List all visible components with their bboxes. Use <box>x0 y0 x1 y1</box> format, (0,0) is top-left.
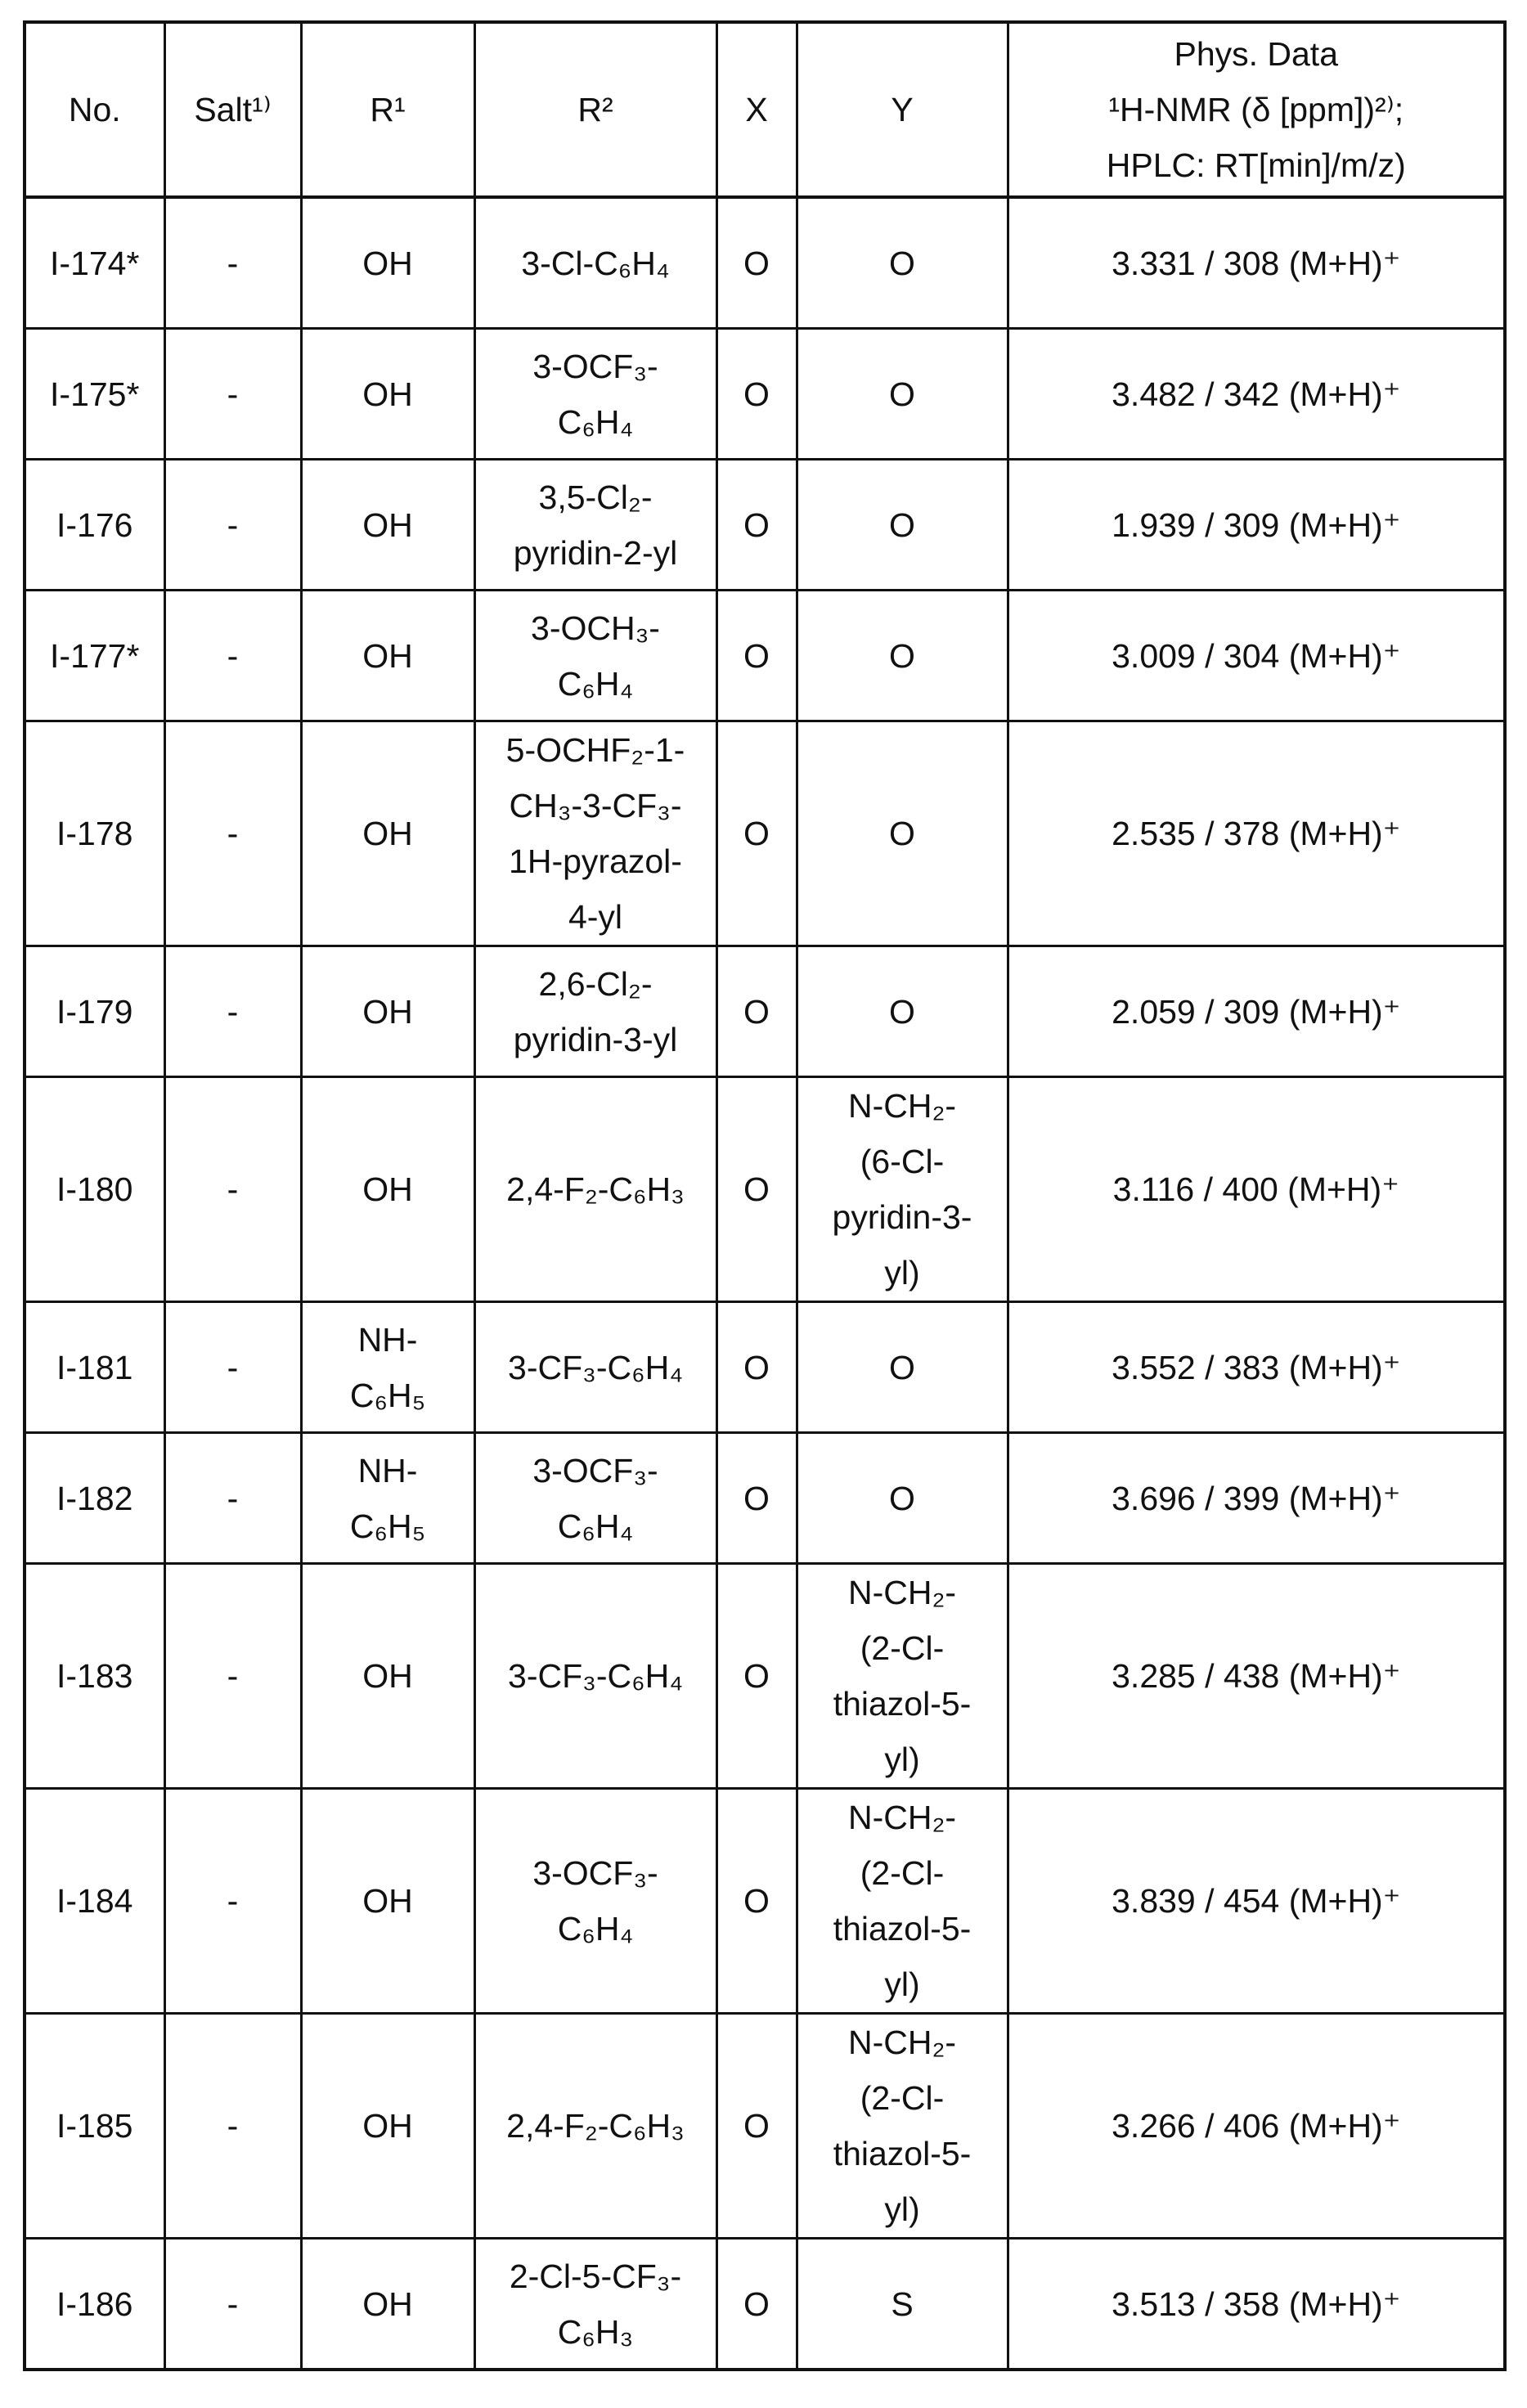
cell-y: O <box>797 591 1008 721</box>
table-row <box>25 2014 1505 2239</box>
cell-no: I-174* <box>25 197 164 329</box>
table-row <box>25 329 1505 460</box>
cell-phys-data: 3.266 / 406 (M+H)⁺ <box>1008 2014 1505 2239</box>
cell-phys-data: 2.059 / 309 (M+H)⁺ <box>1008 946 1505 1077</box>
cell-no: I-175* <box>25 329 164 460</box>
cell-salt: - <box>164 591 301 721</box>
cell-r1: OH <box>301 460 474 591</box>
cell-x: O <box>716 1564 797 1789</box>
cell-r2: 3-OCF₃- C₆H₄ <box>474 329 716 460</box>
header-y: Y <box>797 22 1008 197</box>
header-row <box>25 22 1505 197</box>
cell-no: I-178 <box>25 721 164 946</box>
cell-y: O <box>797 946 1008 1077</box>
cell-y: O <box>797 1433 1008 1564</box>
cell-y: O <box>797 197 1008 329</box>
cell-salt: - <box>164 1077 301 1302</box>
cell-salt: - <box>164 197 301 329</box>
cell-r1: OH <box>301 197 474 329</box>
table-row <box>25 1433 1505 1564</box>
cell-no: I-182 <box>25 1433 164 1564</box>
table-row <box>25 946 1505 1077</box>
cell-no: I-184 <box>25 1789 164 2014</box>
cell-r2: 3-CF₃-C₆H₄ <box>474 1302 716 1433</box>
table-row <box>25 1789 1505 2014</box>
cell-phys-data: 3.513 / 358 (M+H)⁺ <box>1008 2239 1505 2370</box>
table-row <box>25 1302 1505 1433</box>
cell-x: O <box>716 2014 797 2239</box>
cell-salt: - <box>164 1789 301 2014</box>
table-row <box>25 1077 1505 1302</box>
cell-phys-data: 3.839 / 454 (M+H)⁺ <box>1008 1789 1505 2014</box>
header-r2: R² <box>474 22 716 197</box>
header-x: X <box>716 22 797 197</box>
cell-r1: OH <box>301 946 474 1077</box>
header-phys-data: Phys. Data ¹H-NMR (δ [ppm])²⁾; HPLC: RT[min]/m/z) <box>1008 22 1505 197</box>
cell-y: N-CH₂- (2-Cl- thiazol-5- yl) <box>797 1564 1008 1789</box>
cell-r1: OH <box>301 2239 474 2370</box>
cell-phys-data: 1.939 / 309 (M+H)⁺ <box>1008 460 1505 591</box>
cell-x: O <box>716 1302 797 1433</box>
cell-salt: - <box>164 1302 301 1433</box>
cell-r1: OH <box>301 2014 474 2239</box>
cell-no: I-186 <box>25 2239 164 2370</box>
table-row <box>25 721 1505 946</box>
table-row <box>25 2239 1505 2370</box>
cell-r2: 3-OCF₃- C₆H₄ <box>474 1433 716 1564</box>
cell-salt: - <box>164 1433 301 1564</box>
cell-r1: OH <box>301 721 474 946</box>
cell-no: I-183 <box>25 1564 164 1789</box>
cell-r1: OH <box>301 329 474 460</box>
cell-salt: - <box>164 946 301 1077</box>
cell-r1: OH <box>301 1564 474 1789</box>
cell-y: N-CH₂- (2-Cl- thiazol-5- yl) <box>797 1789 1008 2014</box>
cell-salt: - <box>164 1564 301 1789</box>
cell-no: I-176 <box>25 460 164 591</box>
cell-r2: 2,4-F₂-C₆H₃ <box>474 1077 716 1302</box>
cell-salt: - <box>164 329 301 460</box>
table-row <box>25 1564 1505 1789</box>
cell-phys-data: 2.535 / 378 (M+H)⁺ <box>1008 721 1505 946</box>
cell-r2: 5-OCHF₂-1- CH₃-3-CF₃- 1H-pyrazol- 4-yl <box>474 721 716 946</box>
cell-r2: 2,6-Cl₂- pyridin-3-yl <box>474 946 716 1077</box>
cell-no: I-181 <box>25 1302 164 1433</box>
table-row <box>25 197 1505 329</box>
cell-no: I-179 <box>25 946 164 1077</box>
cell-salt: - <box>164 721 301 946</box>
header-no: No. <box>25 22 164 197</box>
cell-r2: 3-OCH₃- C₆H₄ <box>474 591 716 721</box>
cell-phys-data: 3.009 / 304 (M+H)⁺ <box>1008 591 1505 721</box>
cell-no: I-177* <box>25 591 164 721</box>
cell-phys-data: 3.482 / 342 (M+H)⁺ <box>1008 329 1505 460</box>
cell-r1: OH <box>301 1789 474 2014</box>
cell-y: O <box>797 1302 1008 1433</box>
cell-r1: OH <box>301 1077 474 1302</box>
cell-x: O <box>716 329 797 460</box>
table-row <box>25 460 1505 591</box>
header-r1: R¹ <box>301 22 474 197</box>
cell-r1: NH- C₆H₅ <box>301 1433 474 1564</box>
cell-r2: 3,5-Cl₂- pyridin-2-yl <box>474 460 716 591</box>
cell-r2: 2,4-F₂-C₆H₃ <box>474 2014 716 2239</box>
cell-phys-data: 3.116 / 400 (M+H)⁺ <box>1008 1077 1505 1302</box>
cell-salt: - <box>164 2239 301 2370</box>
cell-r2: 3-Cl-C₆H₄ <box>474 197 716 329</box>
cell-salt: - <box>164 2014 301 2239</box>
header-salt: Salt¹⁾ <box>164 22 301 197</box>
cell-phys-data: 3.285 / 438 (M+H)⁺ <box>1008 1564 1505 1789</box>
cell-y: S <box>797 2239 1008 2370</box>
cell-no: I-180 <box>25 1077 164 1302</box>
cell-y: O <box>797 721 1008 946</box>
cell-y: O <box>797 329 1008 460</box>
cell-r2: 3-CF₃-C₆H₄ <box>474 1564 716 1789</box>
compound-data-table <box>23 20 1507 2371</box>
cell-x: O <box>716 2239 797 2370</box>
cell-phys-data: 3.552 / 383 (M+H)⁺ <box>1008 1302 1505 1433</box>
cell-x: O <box>716 721 797 946</box>
table-row <box>25 591 1505 721</box>
cell-y: O <box>797 460 1008 591</box>
cell-no: I-185 <box>25 2014 164 2239</box>
cell-phys-data: 3.696 / 399 (M+H)⁺ <box>1008 1433 1505 1564</box>
cell-y: N-CH₂- (6-Cl- pyridin-3- yl) <box>797 1077 1008 1302</box>
cell-r1: OH <box>301 591 474 721</box>
cell-x: O <box>716 591 797 721</box>
cell-x: O <box>716 460 797 591</box>
cell-x: O <box>716 946 797 1077</box>
cell-r1: NH- C₆H₅ <box>301 1302 474 1433</box>
cell-y: N-CH₂- (2-Cl- thiazol-5- yl) <box>797 2014 1008 2239</box>
cell-x: O <box>716 1433 797 1564</box>
cell-r2: 3-OCF₃- C₆H₄ <box>474 1789 716 2014</box>
cell-salt: - <box>164 460 301 591</box>
cell-x: O <box>716 197 797 329</box>
cell-x: O <box>716 1789 797 2014</box>
cell-r2: 2-Cl-5-CF₃- C₆H₃ <box>474 2239 716 2370</box>
cell-x: O <box>716 1077 797 1302</box>
cell-phys-data: 3.331 / 308 (M+H)⁺ <box>1008 197 1505 329</box>
